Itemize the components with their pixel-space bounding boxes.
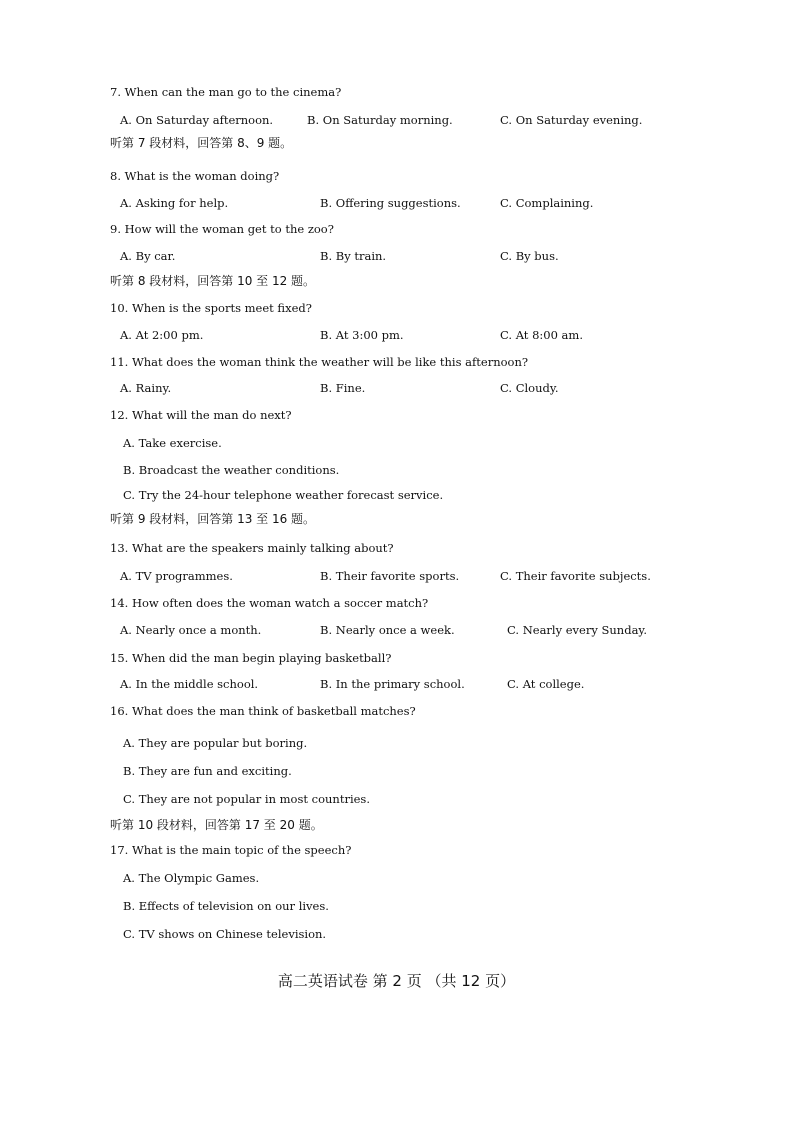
question-7-option-b: B. On Saturday morning. [307,113,453,127]
question-12-option-a: A. Take exercise. [123,436,222,450]
section-10-instruction: 听第 10 段材料，回答第 17 至 20 题。 [110,818,323,832]
question-8-stem: 8. What is the woman doing? [110,169,280,183]
question-13-option-b: B. Their favorite sports. [320,569,460,583]
question-11-option-a: A. Rainy. [120,381,172,395]
question-10-option-a: A. At 2:00 pm. [120,328,204,342]
section-9-instruction: 听第 9 段材料，回答第 13 至 16 题。 [110,512,316,526]
question-16-stem: 16. What does the man think of basketball matches? [110,704,416,718]
question-16-option-c: C. They are not popular in most countries. [123,792,370,806]
question-7-option-a: A. On Saturday afternoon. [120,113,274,127]
question-9-stem: 9. How will the woman get to the zoo? [110,222,334,236]
question-13-option-c: C. Their favorite subjects. [500,569,651,583]
question-11-option-c: C. Cloudy. [500,381,559,395]
question-13-stem: 13. What are the speakers mainly talking about? [110,541,394,555]
question-17-option-b: B. Effects of television on our lives. [123,899,329,913]
question-17-stem: 17. What is the main topic of the speech? [110,843,352,857]
question-17-option-c: C. TV shows on Chinese television. [123,927,327,941]
question-15-option-b: B. In the primary school. [320,677,465,691]
question-8-option-b: B. Offering suggestions. [320,196,461,210]
section-8-instruction: 听第 8 段材料，回答第 10 至 12 题。 [110,274,316,288]
question-16-option-a: A. They are popular but boring. [123,736,308,750]
question-12-option-b: B. Broadcast the weather conditions. [123,463,340,477]
question-14-stem: 14. How often does the woman watch a soccer match? [110,596,429,610]
page-footer: 高二英语试卷 第 2 页 （共 12 页） [277,972,516,990]
question-11-option-b: B. Fine. [320,381,366,395]
question-8-option-c: C. Complaining. [500,196,594,210]
question-12-stem: 12. What will the man do next? [110,408,292,422]
question-15-stem: 15. When did the man begin playing basketball? [110,651,392,665]
question-12-option-c: C. Try the 24-hour telephone weather forecast service. [123,488,444,502]
question-17-option-a: A. The Olympic Games. [123,871,260,885]
question-14-option-b: B. Nearly once a week. [320,623,455,637]
question-9-option-c: C. By bus. [500,249,559,263]
question-10-stem: 10. When is the sports meet fixed? [110,301,312,315]
question-13-option-a: A. TV programmes. [120,569,233,583]
question-16-option-b: B. They are fun and exciting. [123,764,292,778]
section-7-instruction: 听第 7 段材料，回答第 8、9 题。 [110,136,293,150]
question-10-option-b: B. At 3:00 pm. [320,328,404,342]
question-10-option-c: C. At 8:00 am. [500,328,583,342]
question-9-option-a: A. By car. [120,249,176,263]
question-11-stem: 11. What does the woman think the weather will be like this afternoon? [110,355,529,369]
question-7-option-c: C. On Saturday evening. [500,113,643,127]
question-7-stem: 7. When can the man go to the cinema? [110,85,342,99]
question-14-option-c: C. Nearly every Sunday. [507,623,648,637]
question-14-option-a: A. Nearly once a month. [120,623,262,637]
question-8-option-a: A. Asking for help. [120,196,229,210]
question-15-option-a: A. In the middle school. [120,677,259,691]
question-15-option-c: C. At college. [507,677,585,691]
question-9-option-b: B. By train. [320,249,387,263]
